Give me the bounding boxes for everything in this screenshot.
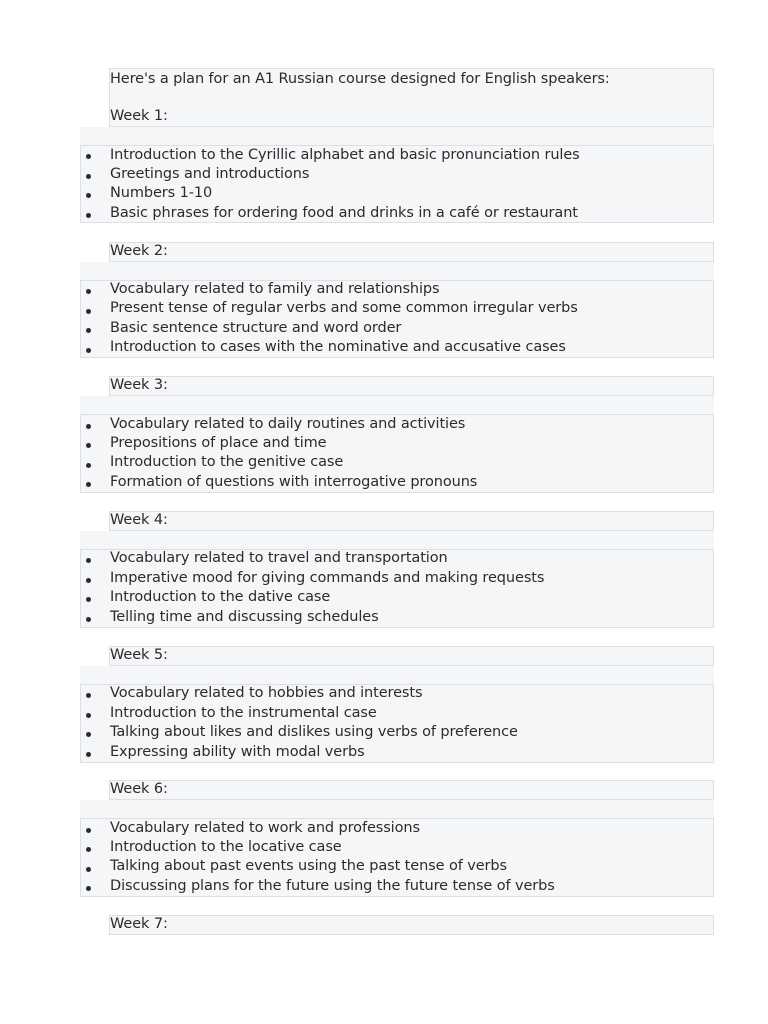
list-item: Numbers 1-10 — [110, 185, 213, 201]
bullet-icon — [86, 348, 91, 353]
week-heading: Week 6: — [110, 781, 168, 797]
list-item: Introduction to the genitive case — [110, 454, 344, 470]
spacer-strip — [80, 262, 714, 280]
week-heading: Week 3: — [110, 377, 168, 393]
bullet-icon — [86, 578, 91, 583]
list-item: Imperative mood for giving commands and making requests — [110, 570, 545, 586]
bullet-icon — [86, 482, 91, 487]
bullet-icon — [86, 463, 91, 468]
spacer-strip — [80, 396, 714, 414]
spacer-strip — [80, 800, 714, 818]
intro-text: Here's a plan for an A1 Russian course designed for English speakers: — [110, 71, 610, 87]
list-item: Vocabulary related to hobbies and interests — [110, 685, 423, 701]
list-item: Vocabulary related to work and professions — [110, 820, 420, 836]
list-item: Introduction to the Cyrillic alphabet and basic pronunciation rules — [110, 147, 580, 163]
week-4-heading-block — [109, 511, 714, 531]
list-item: Greetings and introductions — [110, 166, 310, 182]
bullet-icon — [86, 328, 91, 333]
bullet-icon — [86, 193, 91, 198]
week-5-heading-block — [109, 646, 714, 666]
bullet-icon — [86, 693, 91, 698]
bullet-icon — [86, 828, 91, 833]
week-heading: Week 5: — [110, 647, 168, 663]
bullet-icon — [86, 213, 91, 218]
bullet-icon — [86, 174, 91, 179]
list-item: Introduction to cases with the nominative and accusative cases — [110, 339, 566, 355]
list-item: Telling time and discussing schedules — [110, 609, 379, 625]
bullet-icon — [86, 443, 91, 448]
bullet-icon — [86, 867, 91, 872]
list-item: Introduction to the locative case — [110, 839, 342, 855]
bullet-icon — [86, 597, 91, 602]
list-item: Expressing ability with modal verbs — [110, 744, 365, 760]
bullet-icon — [86, 732, 91, 737]
spacer-strip — [80, 531, 714, 549]
list-item: Talking about likes and dislikes using verbs of preference — [110, 724, 518, 740]
list-item: Basic phrases for ordering food and drinks in a café or restaurant — [110, 205, 578, 221]
bullet-icon — [86, 886, 91, 891]
week-6-heading-block — [109, 780, 714, 800]
list-item: Vocabulary related to family and relationships — [110, 281, 440, 297]
week-heading: Week 4: — [110, 512, 168, 528]
bullet-icon — [86, 309, 91, 314]
list-item: Vocabulary related to travel and transportation — [110, 550, 448, 566]
bullet-icon — [86, 713, 91, 718]
bullet-icon — [86, 154, 91, 159]
list-item: Formation of questions with interrogative pronouns — [110, 474, 478, 490]
bullet-icon — [86, 752, 91, 757]
spacer-strip — [80, 666, 714, 684]
list-item: Basic sentence structure and word order — [110, 320, 402, 336]
list-item: Present tense of regular verbs and some common irregular verbs — [110, 300, 578, 316]
bullet-icon — [86, 424, 91, 429]
bullet-icon — [86, 617, 91, 622]
bullet-icon — [86, 558, 91, 563]
week-2-heading-block — [109, 242, 714, 262]
spacer-strip — [80, 127, 714, 145]
bullet-icon — [86, 847, 91, 852]
list-item: Prepositions of place and time — [110, 435, 327, 451]
list-item: Discussing plans for the future using the future tense of verbs — [110, 878, 555, 894]
week-heading: Week 7: — [110, 916, 168, 932]
week-heading: Week 1: — [110, 108, 168, 124]
list-item: Talking about past events using the past tense of verbs — [110, 858, 507, 874]
week-heading: Week 2: — [110, 243, 168, 259]
list-item: Introduction to the instrumental case — [110, 705, 377, 721]
list-item: Introduction to the dative case — [110, 589, 331, 605]
bullet-icon — [86, 289, 91, 294]
week-3-heading-block — [109, 376, 714, 396]
list-item: Vocabulary related to daily routines and activities — [110, 416, 466, 432]
week-7-heading-block — [109, 915, 714, 935]
